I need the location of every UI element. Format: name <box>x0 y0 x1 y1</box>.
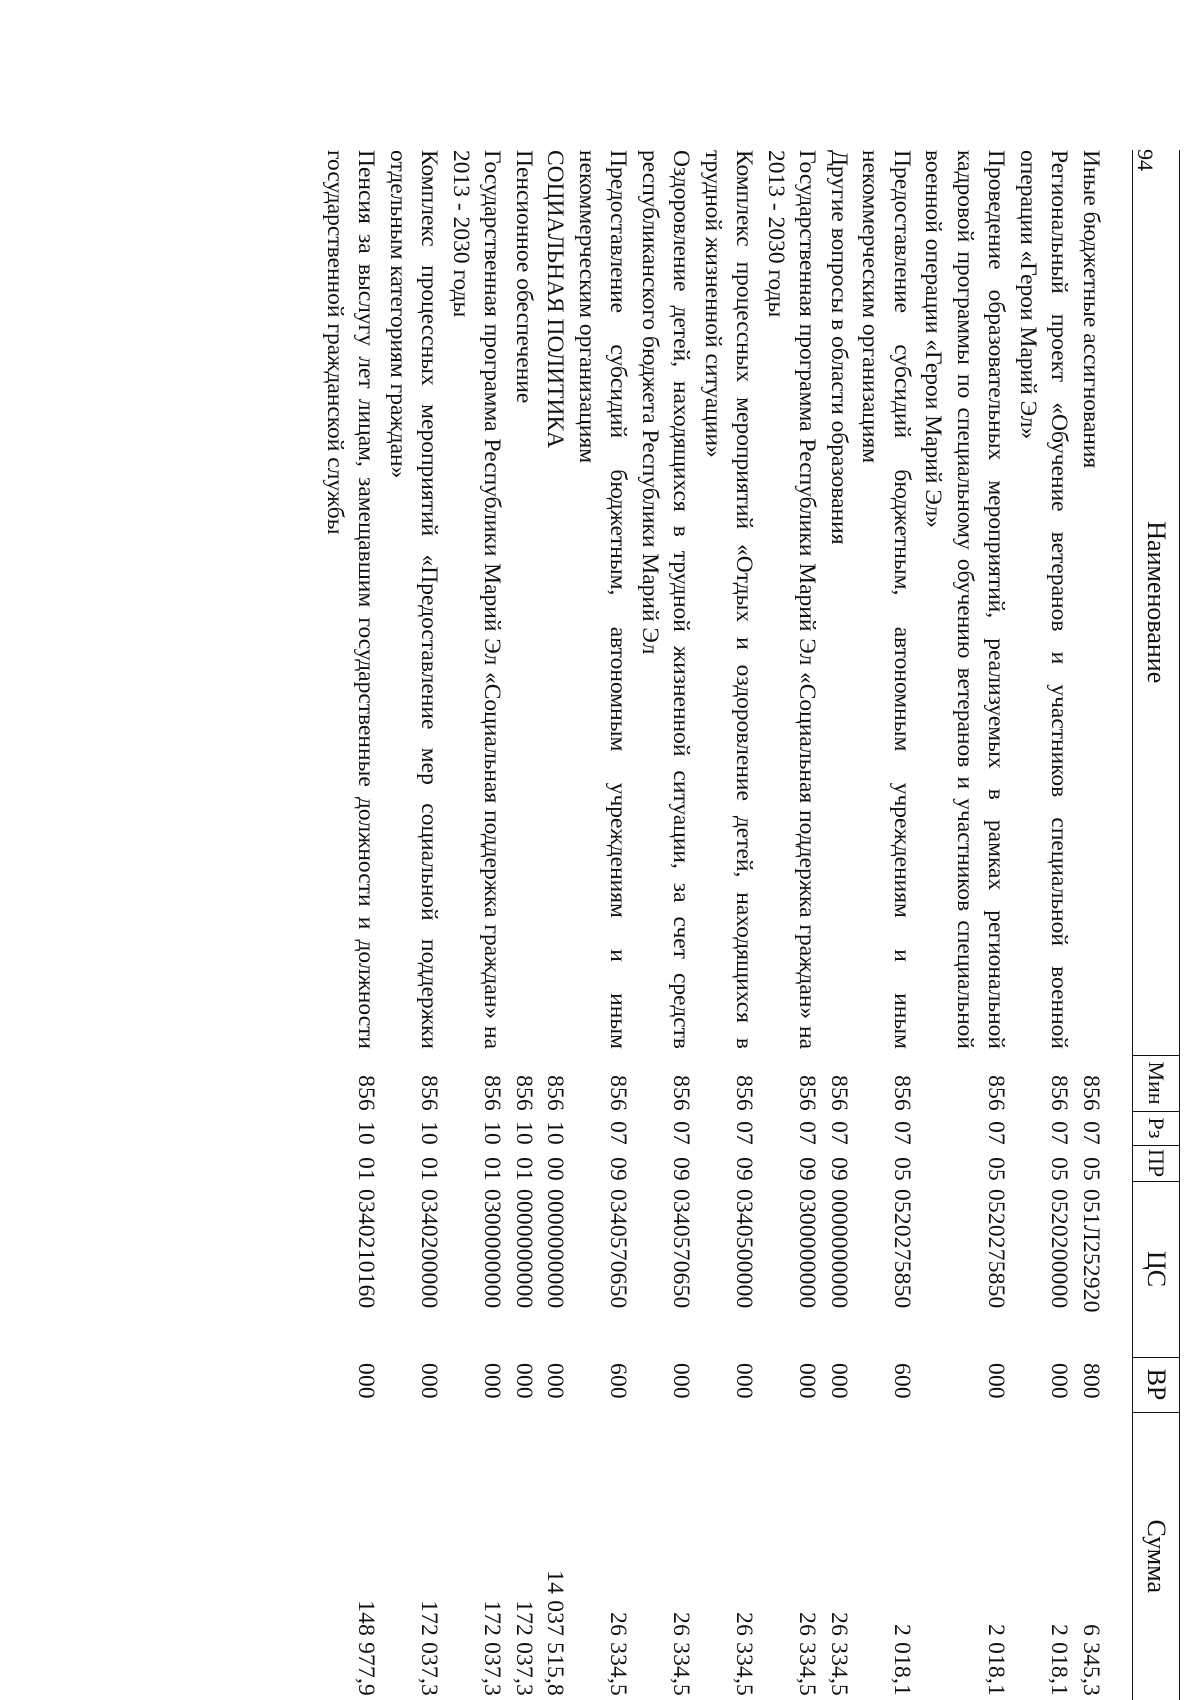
header-sum: Сумма <box>1133 1412 1180 1700</box>
page-number: 94 <box>1133 149 1158 171</box>
row-cs: 0300000000 <box>794 1189 821 1309</box>
header-pr: ПР <box>1133 1145 1180 1181</box>
row-cs: 0520275850 <box>983 1189 1010 1309</box>
rotated-page-content <box>130 150 1180 1700</box>
row-sum: 148 977,9 <box>353 1600 380 1696</box>
table-row <box>539 150 571 1700</box>
row-name: Предоставление субсидий бюджетным, автономным учреждениям и иным некоммерческим организациям <box>857 150 915 1049</box>
table-row <box>760 150 823 1700</box>
row-min: 856 <box>1046 1075 1073 1111</box>
row-name: Предоставление субсидий бюджетным, автономным учреждениям и иным некоммерческим организациям <box>574 150 632 1049</box>
row-min: 856 <box>353 1075 380 1111</box>
row-pr: 01 <box>511 1157 537 1181</box>
row-vr: 000 <box>731 1363 758 1399</box>
row-rz: 07 <box>1046 1121 1073 1145</box>
row-name: Комплекс процессных мероприятий «Предоставление мер социальной поддержки отдельным категориям граждан» <box>385 150 443 1049</box>
row-cs: 0300000000 <box>479 1189 506 1309</box>
row-vr: 000 <box>479 1363 506 1399</box>
row-rz: 07 <box>983 1121 1010 1145</box>
row-rz: 10 <box>511 1121 537 1145</box>
row-name: Пенсионное обеспечение <box>511 150 537 404</box>
row-cs: 051Л252920 <box>1078 1189 1104 1313</box>
row-min: 856 <box>889 1075 915 1111</box>
row-pr: 01 <box>416 1157 443 1181</box>
row-name: Региональный проект «Обучение ветеранов и участников специальной военной операции «Герои Марий Эл» <box>1015 150 1073 1049</box>
row-name: Оздоровление детей, находящихся в трудной жизненной ситуации, за счет средств республиканского бюджета Республики Марий Эл <box>637 150 695 1049</box>
row-cs: 0340570650 <box>668 1189 695 1309</box>
row-cs: 0340200000 <box>416 1189 443 1309</box>
row-min: 856 <box>542 1075 569 1111</box>
row-min: 856 <box>511 1075 537 1111</box>
row-sum: 2 018,1 <box>889 1624 915 1696</box>
row-vr: 000 <box>353 1363 380 1399</box>
row-sum: 26 334,5 <box>668 1612 695 1696</box>
table-row <box>445 150 508 1700</box>
row-pr: 00 <box>542 1157 569 1181</box>
row-pr: 09 <box>794 1157 821 1181</box>
row-vr: 000 <box>668 1363 695 1399</box>
table-header-row <box>1133 150 1180 1700</box>
row-vr: 000 <box>416 1363 443 1399</box>
row-name: Другие вопросы в области образования <box>826 150 852 545</box>
row-cs: 0000000000 <box>511 1189 537 1309</box>
table-row <box>571 150 634 1700</box>
header-rz: Рз <box>1133 1111 1180 1145</box>
row-sum: 2 018,1 <box>983 1624 1010 1696</box>
row-name: Государственная программа Республики Марий Эл «Социальная поддержка граждан» на 2013 - 2030 годы <box>448 150 506 1049</box>
row-cs: 0520275850 <box>889 1189 915 1309</box>
row-vr: 000 <box>826 1363 852 1399</box>
table-row <box>319 150 382 1700</box>
row-vr: 600 <box>889 1363 915 1399</box>
row-pr: 05 <box>889 1157 915 1181</box>
table-row <box>1012 150 1075 1700</box>
table-row <box>823 150 855 1700</box>
row-pr: 05 <box>983 1157 1010 1181</box>
row-vr: 000 <box>794 1363 821 1399</box>
row-cs: 0000000000 <box>826 1189 852 1309</box>
row-min: 856 <box>668 1075 695 1111</box>
row-rz: 07 <box>826 1121 852 1145</box>
row-sum: 14 037 515,8 <box>542 1570 569 1696</box>
row-name: Пенсия за выслугу лет лицам, замещавшим государственные должности и должности государственной гражданской службы <box>322 150 380 1049</box>
header-min: Мин <box>1133 1055 1180 1111</box>
row-rz: 07 <box>889 1121 915 1145</box>
row-sum: 6 345,3 <box>1078 1624 1104 1696</box>
row-rz: 07 <box>731 1121 758 1145</box>
row-pr: 05 <box>1046 1157 1073 1181</box>
row-cs: 0000000000 <box>542 1189 569 1309</box>
header-name: Наименование <box>1133 150 1180 1055</box>
row-sum: 26 334,5 <box>826 1612 852 1696</box>
table-row <box>382 150 445 1700</box>
row-pr: 01 <box>353 1157 380 1181</box>
table-row <box>634 150 697 1700</box>
row-rz: 10 <box>542 1121 569 1145</box>
row-min: 856 <box>416 1075 443 1111</box>
row-sum: 172 037,3 <box>416 1600 443 1696</box>
row-pr: 09 <box>668 1157 695 1181</box>
row-sum: 2 018,1 <box>1046 1624 1073 1696</box>
budget-table <box>319 150 1181 1700</box>
row-min: 856 <box>794 1075 821 1111</box>
row-rz: 07 <box>605 1121 632 1145</box>
row-sum: 26 334,5 <box>731 1612 758 1696</box>
row-min: 856 <box>479 1075 506 1111</box>
row-cs: 0340570650 <box>605 1189 632 1309</box>
row-name: Комплекс процессных мероприятий «Отдых и оздоровление детей, находящихся в трудной жизненной ситуации» <box>700 150 758 1049</box>
row-vr: 000 <box>542 1363 569 1399</box>
table-row <box>854 150 917 1700</box>
row-pr: 09 <box>605 1157 632 1181</box>
row-name: Иные бюджетные ассигнования <box>1078 150 1104 469</box>
header-vr: ВР <box>1133 1357 1180 1412</box>
row-name: Проведение образовательных мероприятий, реализуемых в рамках региональной кадровой программы по специальному обучению ветеранов и участников специальной военной операции «Герои Марий Эл» <box>920 150 1010 1049</box>
row-cs: 0340500000 <box>731 1189 758 1309</box>
row-min: 856 <box>731 1075 758 1111</box>
row-vr: 000 <box>983 1363 1010 1399</box>
row-rz: 10 <box>479 1121 506 1145</box>
row-cs: 0340210160 <box>353 1189 380 1309</box>
row-pr: 09 <box>826 1157 852 1181</box>
row-vr: 800 <box>1078 1363 1104 1399</box>
row-vr: 000 <box>511 1363 537 1399</box>
row-name: Государственная программа Республики Марий Эл «Социальная поддержка граждан» на 2013 - 2030 годы <box>763 150 821 1049</box>
row-sum: 26 334,5 <box>605 1612 632 1696</box>
row-sum: 172 037,3 <box>479 1600 506 1696</box>
row-rz: 10 <box>353 1121 380 1145</box>
row-pr: 01 <box>479 1157 506 1181</box>
table-row <box>1075 150 1133 1700</box>
row-vr: 600 <box>605 1363 632 1399</box>
table-row <box>508 150 540 1700</box>
table-row <box>697 150 760 1700</box>
row-pr: 09 <box>731 1157 758 1181</box>
row-min: 856 <box>983 1075 1010 1111</box>
row-rz: 07 <box>794 1121 821 1145</box>
row-pr: 05 <box>1078 1157 1104 1181</box>
row-vr: 000 <box>1046 1363 1073 1399</box>
row-rz: 07 <box>668 1121 695 1145</box>
row-rz: 07 <box>1078 1121 1104 1145</box>
row-min: 856 <box>1078 1075 1104 1111</box>
table-row <box>917 150 1012 1700</box>
row-cs: 0520200000 <box>1046 1189 1073 1309</box>
row-sum: 26 334,5 <box>794 1612 821 1696</box>
row-min: 856 <box>826 1075 852 1111</box>
row-min: 856 <box>605 1075 632 1111</box>
row-rz: 10 <box>416 1121 443 1145</box>
row-name: СОЦИАЛЬНАЯ ПОЛИТИКА <box>542 150 569 449</box>
header-cs: ЦС <box>1133 1181 1180 1357</box>
row-sum: 172 037,3 <box>511 1600 537 1696</box>
